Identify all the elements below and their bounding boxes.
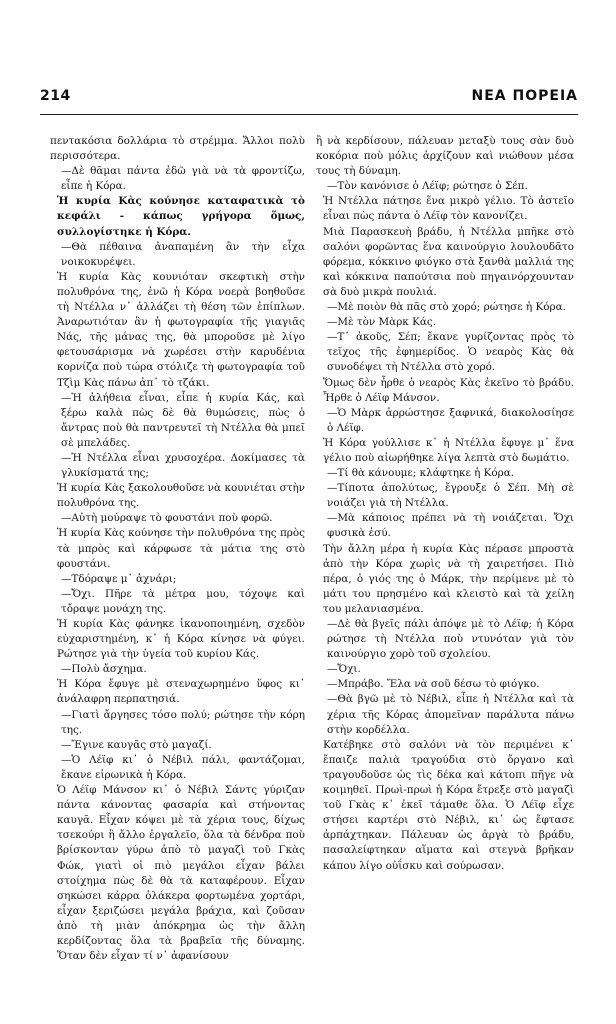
paragraph: Ἡ Κόρα γούλλισε κ᾽ ἡ Ντέλλα ἔφυγε μ᾽ ἕνα γέλιο ποὺ αἰωρήθηκε λίγα λεπτὰ στὸ δωμάτιο. (323, 436, 574, 464)
paragraph: —Τὸν κανόνισε ὁ Λέϊφ; ρώτησε ὁ Σέπ. (327, 180, 528, 193)
paragraph: —Ὁ Λέϊφ κι᾽ ὁ Νέβιλ πάλι, φαντάζομαι, ἔκανε εἰρωνικὰ ἡ Κόρα. (61, 753, 305, 781)
paragraph: —Θὰ βγῶ μὲ τὸ Νέβιλ, εἶπε ἡ Ντέλλα καὶ τὰ χέρια τῆς Κόρας ἀπομεῖναν παράλυτα πάνω στὴν κορδέλλα. (327, 693, 574, 736)
paragraph: —Μὲ ποιὸν θὰ πᾶς στὸ χορό; ρώτησε ἡ Κόρα. (327, 301, 566, 314)
right-column (316, 134, 574, 874)
paragraph: —Γιατὶ ἄργησες τόσο πολύ; ρώτησε τὴν κόρη της. (61, 708, 305, 736)
paragraph: —Θὰ πέθαινα ἀναπαμένη ἂν τὴν εἶχα νοικοκυρέψει. (61, 240, 305, 268)
header-rule (40, 114, 578, 115)
page-number: 214 (40, 88, 71, 104)
paragraph: Ὁ Λέϊφ Μάνσον κι᾽ ὁ Νέβιλ Σάντς γύριζαν πάντα κάνοντας φασαρία καὶ στήνοντας καυγᾶ. Εἶχαν κόψει μὲ τὰ χέρια τους, δίχως τσεκούρι ἢ ἄλλο ἐργαλεῖο, ὅλα τὰ δένδρα ποὺ βρίσκονταν γύρω ἀπὸ τὸ μαγαζὶ τοῦ Γκὰς Φώκ, γιατὶ οἱ πιὸ μεγάλοι εἶχαν βάλει στοίχημα πὼς δὲ θὰ τὰ καταφέρουν. Εἶχαν σηκώσει κάρρα ὁλάκερα φορτωμένα χορτάρι, εἶχαν ξεριζώσει μεγάλα βράχια, καὶ ζοῦσαν ἀπὸ τὴ μιὰν ἀπόκρημα ὡς τὴν ἄλλη κερδίζοντας ὅλα τὰ βραβεῖα τῆς δύναμης. Ὅταν δὲν εἶχαν τί ν᾽ ἀφανίσουν (57, 784, 305, 963)
paragraph: Ἡ Ντέλλα πάτησε ἕνα μικρὸ γέλιο. Τὸ ἀστεῖο εἶναι πὼς πάντα ὁ Λέϊφ τὸν κανονίζει. (323, 195, 574, 223)
paragraph: Ἡ κυρία Κὰς ξακολουθοῦσε νὰ κουνιέται στὴν πολυθρόνα της. (57, 482, 305, 510)
paragraph: —Ἡ ἀλήθεια εἶναι, εἶπε ἡ κυρία Κάς, καὶ ξέρω καλὰ πὼς δὲ θὰ θυμώσεις, πὼς ὁ ἄντρας ποὺ θὰ παντρευτεῖ τὴ Ντέλλα θὰ μπεῖ σὲ μπελάδες. (61, 391, 305, 449)
paragraph: —Μὲ τὸν Μὰρκ Κάς. (327, 316, 436, 329)
paragraph: —Τδόραψε μ᾽ ἀχνάρι; (61, 572, 177, 585)
paragraph: —Ἔγινε καυγᾶς στὸ μαγαζί. (61, 738, 212, 751)
paragraph: Ἡ κυρία Κὰς κουνιόταν σκεφτικὴ στὴν πολυθρόνα της, ἐνῶ ἡ Κόρα νοερὰ βοηθοῦσε τὴ Ντέλλα ν᾽ ἀλλάζει τὴ θέση τῶν ἐπίπλων. Ἀναρωτιόταν ἂν ἡ φωτογραφία τῆς γιαγιᾶς Νάς, τῆς μάνας της, θὰ μποροῦσε μὲ λίγο φετουσάρισμα νὰ χωρέσει στὴν καρυδένια κορνίζα ποὺ τώρα στόλιζε τὴ φωτογραφία τοῦ Τζὶμ Κὰς πάνω ἀπ᾽ τὸ τζάκι. (57, 270, 305, 389)
paragraph: —Δὲ θὰ βγεῖς πάλι ἀπόψε μὲ τὸ Λέϊφ; ἡ Κόρα ρώτησε τὴ Ντέλλα ποὺ ντυνόταν γιὰ τὸν καινούργιο χορὸ τοῦ σχολείου. (327, 618, 574, 661)
paragraph: πεντακόσια δολλάρια τὸ στρέμμα. Ἄλλοι πολὺ περισσότερα. (50, 135, 305, 163)
paragraph: —Αὐτὴ μούραψε τὸ φουστάνι ποὺ φορῶ. (61, 512, 273, 525)
paragraph: ἢ νὰ κερδίσουν, πάλευαν μεταξὺ τους σὰν δυὸ κοκόρια ποὺ μόλις ἀρχίζουν καὶ νιώθουν μέσα τους τὴ δύναμη. (316, 135, 574, 178)
paragraph: Τὴν ἄλλη μέρα ἡ κυρία Κὰς πέρασε μπροστὰ ἀπὸ τὴν Κόρα χωρὶς νὰ τὴ χαιρετήσει. Πιὸ πέρα, ὁ γιός της ὁ Μάρκ, τὴν περίμενε μὲ τὸ μάτι του πρησμένο καὶ κλειστὸ καὶ τὰ χείλη του μελανιασμένα. (323, 542, 574, 615)
paragraph: —Τίποτα ἀπολύτως, ἔγρουξε ὁ Σέπ. Μὴ σὲ νοιάζει γιὰ τὴ Ντέλλα. (327, 482, 574, 510)
paragraph: Ἡ Κόρα ἔφυγε μὲ στεναχωρημένο ὕφος κι᾽ ἀνάλαφρη περπατησιά. (57, 678, 305, 706)
paragraph: Κατέβηκε στὸ σαλόνι νὰ τὸν περιμένει κ᾽ ἔπαιζε παλιὰ τραγούδια στὸ ὄργανο καὶ τραγουδοῦσε ὡς τὶς δέκα καὶ κάτοπι πῆγε νὰ κοιμηθεῖ. Πρωὶ-πρωὶ ἡ Κόρα ἔτρεξε στὸ μαγαζὶ τοῦ Γκὰς κ᾽ ἐκεῖ τάμαθε ὅλα. Ὁ Λέϊφ εἶχε στήσει καρτέρι στὸ Νέβιλ, κι᾽ ὡς ἔφτασε ἀρπάχτηκαν. Πάλευαν ὡς ἀργὰ τὸ βράδυ, πασαλείφτηκαν αἵματα καὶ στεγνὰ βρῆκαν κάπου λίγο οὐΐσκυ καὶ σούρωσαν. (323, 738, 574, 872)
paragraph: —Τί θὰ κάνουμε; κλάφτηκε ἡ Κόρα. (327, 467, 515, 480)
paragraph: Ἡ κυρία Κὰς κούνησε τὴν πολυθρόνα της πρὸς τὰ μπρὸς καὶ κάρφωσε τὰ μάτια της στὸ φουστάνι. (57, 527, 305, 570)
paragraph: —Ὁ Μὰρκ ἀρρώστησε ξαφνικά, διακολοσίησε ὁ Λέϊφ. (327, 406, 574, 434)
left-column (50, 134, 305, 964)
paragraph: —Μπράβο. Ἔλα νὰ σοῦ δέσω τὸ φιόγκο. (327, 678, 540, 691)
journal-title: ΝΕΑ ΠΟΡΕΙΑ (471, 88, 578, 104)
paragraph: —Δὲ θᾶμαι πάντα ἐδῶ γιὰ νὰ τὰ φροντίζω, εἶπε ἡ Κόρα. (61, 165, 305, 193)
paragraph: Ὅμως δὲν ἦρθε ὁ νεαρὸς Κὰς ἐκεῖνο τὸ βράδυ. Ἦρθε ὁ Λέϊφ Μάνσον. (323, 376, 574, 404)
paragraph: Ἡ κυρία Κὰς κούνησε καταφατικὰ τὸ κεφάλι - κάπως γρήγορα ὅμως, συλλογίστηκε ἡ Κόρα. (57, 195, 305, 238)
running-header (40, 88, 578, 114)
paragraph: —Ἡ Ντέλλα εἶναι χρυσοχέρα. Δοκίμασες τὰ γλυκίσματά της; (61, 451, 305, 480)
paragraph: —Μὰ κάποιος πρέπει νὰ τὴ νοιάζεται. Ὄχι φυσικὰ ἐσύ. (327, 512, 574, 540)
paragraph: —Ὄχι. Πῆρε τὰ μέτρα μου, τόχοψε καὶ τὄραψε μονάχη της. (61, 587, 305, 615)
paragraph: Μιὰ Παρασκευὴ βράδυ, ἡ Ντέλλα μπῆκε στὸ σαλόνι φορῶντας ἕνα καινούργιο λουλουδᾶτο φόρεμα, κόκκινο φιόγκο στὰ ξανθὰ μαλλιά της καὶ κόκκινα παπούτσια ποὺ πηγαινόρχουνταν σὰ δυὸ μικρὰ πουλιά. (323, 225, 574, 298)
paragraph: —Τ᾽ ἀκοῦς, Σέπ; ἔκανε γυρίζοντας πρὸς τὸ τεῖχος τῆς ἐφημερίδος. Ὁ νεαρὸς Κὰς θὰ συνοδέψει τὴ Ντέλλα στὸ χορό. (327, 331, 574, 374)
paragraph: Ἡ κυρία Κὰς φάνηκε ἱκανοποιημένη, σχεδὸν εὐχαριστημένη, κ᾽ ἡ Κόρα κίνησε νὰ φύγει. Ρώτησε γιὰ τὴν ὑγεία τοῦ κυρίου Κάς. (57, 618, 305, 661)
paragraph: —Πολὺ ἄσχημα. (61, 663, 147, 676)
paragraph: —Ὄχι. (327, 663, 361, 676)
